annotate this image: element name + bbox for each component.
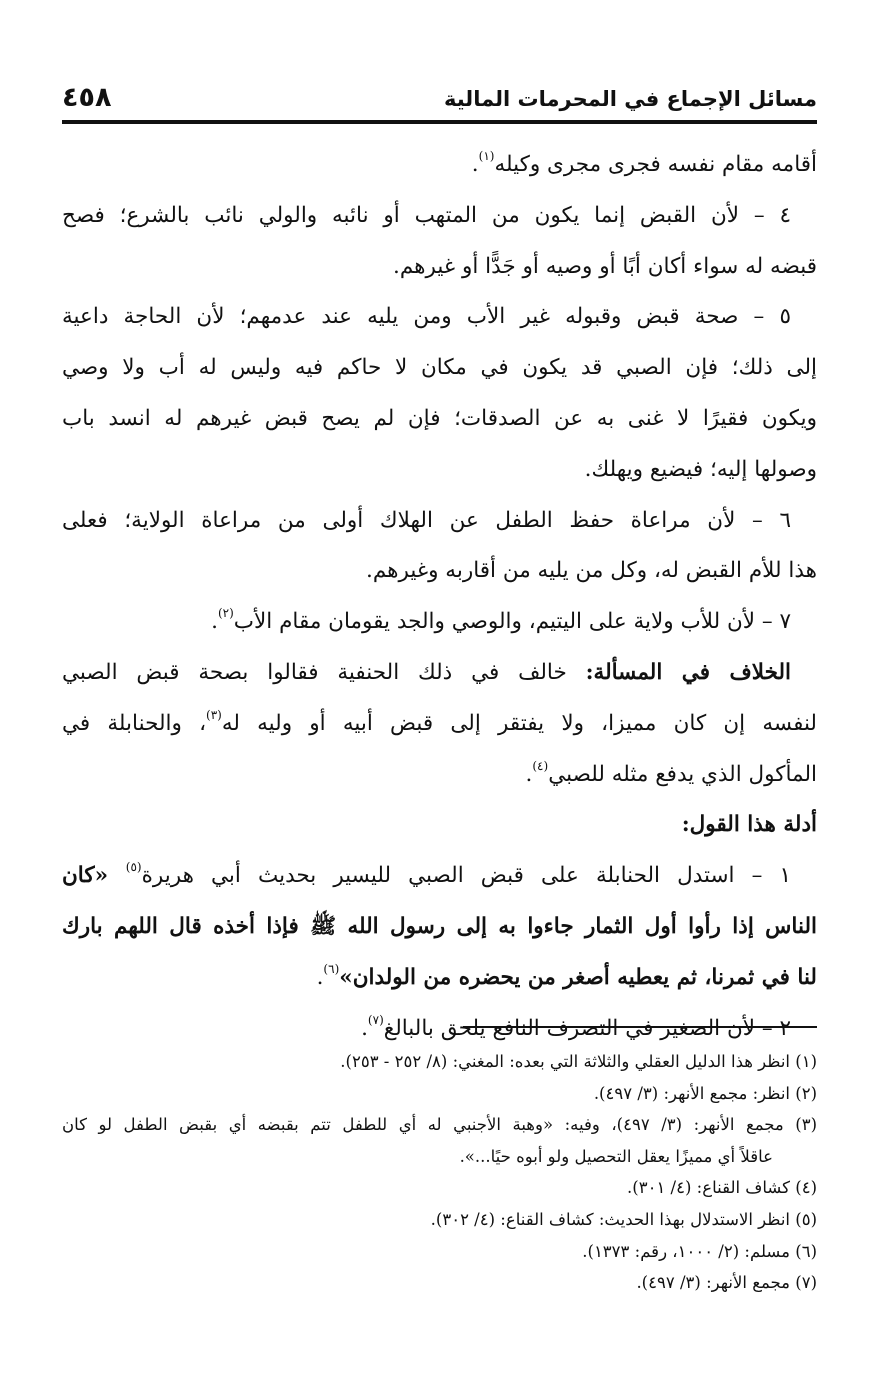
text-line: أقامه مقام نفسه فجرى مجرى وكيله$^{(١)}$. (471, 149, 817, 177)
footnotes (62, 1046, 817, 1299)
footnote-ref[interactable]: (٧) (367, 1012, 384, 1027)
text-line: المأكول الذي يدفع مثله للصبي$^{(٤)}$. (525, 758, 817, 787)
text-line: لنا في ثمرنا، ثم يعطيه أصغر من يحضره من الولدان»$^{(٦)}$. (316, 961, 817, 990)
footnote-ref[interactable]: (٥) (125, 860, 142, 875)
section-heading: الخلاف في المسألة: (585, 659, 791, 685)
page-header (62, 80, 817, 118)
main-text (62, 140, 817, 1054)
footnote-continuation: عاقلاً أي مميزًا يعقل التحصيل ولو أبوه حيًا...». (459, 1146, 773, 1166)
footnote: (٤) كشاف القناع: (٤/ ٣٠١). (627, 1178, 817, 1198)
hadith-line: الناس إذا رأوا أول الثمار جاءوا به إلى رسول الله ﷺ فإذا أخذه قال اللهم بارك (62, 913, 817, 939)
footnote: (٣) مجمع الأنهر: (٣/ ٤٩٧)، وفيه: «وهبة الأجنبي له أي للطفل تتم بقبضه أي بقبض الطفل لو كان (62, 1115, 818, 1135)
text-line: ٥ – صحة قبض وقبوله غير الأب ومن يليه عند عدمهم؛ لأن الحاجة داعية (62, 304, 791, 330)
text-line: الخلاف في المسألة: خالف في ذلك الحنفية فقالوا بصحة قبض الصبي (62, 659, 791, 685)
text-line: وصولها إليه؛ فيضيع ويهلك. (584, 456, 817, 482)
page-number: ٤٥٨ (62, 82, 112, 113)
text-line: ٧ – لأن للأب ولاية على اليتيم، والوصي والجد يقومان مقام الأب$^{(٢)}$. (211, 606, 791, 635)
text-line: هذا للأم القبض له، وكل من يليه من أقاربه وغيرهم. (366, 558, 817, 584)
text-line: إلى ذلك؛ فإن الصبي قد يكون في مكان لا حاكم فيه وليس له أب ولا وصي (62, 355, 817, 381)
footnote: (٥) انظر الاستدلال بهذا الحديث: كشاف القناع: (٤/ ٣٠٢). (430, 1209, 817, 1229)
footnote-separator (463, 1026, 817, 1028)
section-heading: أدلة هذا القول: (681, 812, 817, 838)
header-rule (62, 120, 817, 124)
text-line: ٤ – لأن القبض إنما يكون من المتهب أو نائبه والولي نائب بالشرع؛ فصح (62, 202, 791, 228)
text-line: ٢ – لأن الصغير في التصرف النافع يلحق بالبالغ$^{(٧)}$. (361, 1012, 791, 1041)
footnote-ref[interactable]: (١) (478, 149, 495, 164)
footnote-ref[interactable]: (٦) (323, 961, 340, 976)
footnote: (١) انظر هذا الدليل العقلي والثلاثة التي بعده: المغني: (٨/ ٢٥٢ - ٢٥٣). (340, 1052, 817, 1071)
footnote-ref[interactable]: (٣) (206, 707, 222, 722)
text-line: ١ – استدل الحنابلة على قبض الصبي لليسير بحديث أبي هريرة$^{(٥)}$ «كان (62, 860, 791, 889)
text-line: ويكون فقيرًا لا غنى به عن الصدقات؛ فإن لم يصح قبض غيرهم له انسد باب (62, 405, 817, 431)
running-title: مسائل الإجماع في المحرمات المالية (444, 87, 817, 111)
footnote: (٧) مجمع الأنهر: (٣/ ٤٩٧). (636, 1273, 817, 1293)
text-line: لنفسه إن كان مميزا، ولا يفتقر إلى قبض أبيه أو وليه له$^{(٣)}$، والحنابلة في (62, 707, 817, 736)
footnote-ref[interactable]: (٤) (532, 758, 549, 773)
footnote: (٢) انظر: مجمع الأنهر: (٣/ ٤٩٧). (593, 1083, 817, 1103)
footnote-ref[interactable]: (٢) (217, 606, 234, 621)
hadith-line: لنا في ثمرنا، ثم يعطيه أصغر من يحضره من الولدان» (339, 964, 817, 990)
footnote: (٦) مسلم: (٢/ ١٠٠٠، رقم: ١٣٧٣). (582, 1241, 817, 1261)
text-line: قبضه له سواء أكان أبًا أو وصيه أو جَدًّا أو غيرهم. (393, 253, 817, 279)
text-line: ٦ – لأن مراعاة حفظ الطفل عن الهلاك أولى من مراعاة الولاية؛ فعلى (62, 507, 791, 533)
